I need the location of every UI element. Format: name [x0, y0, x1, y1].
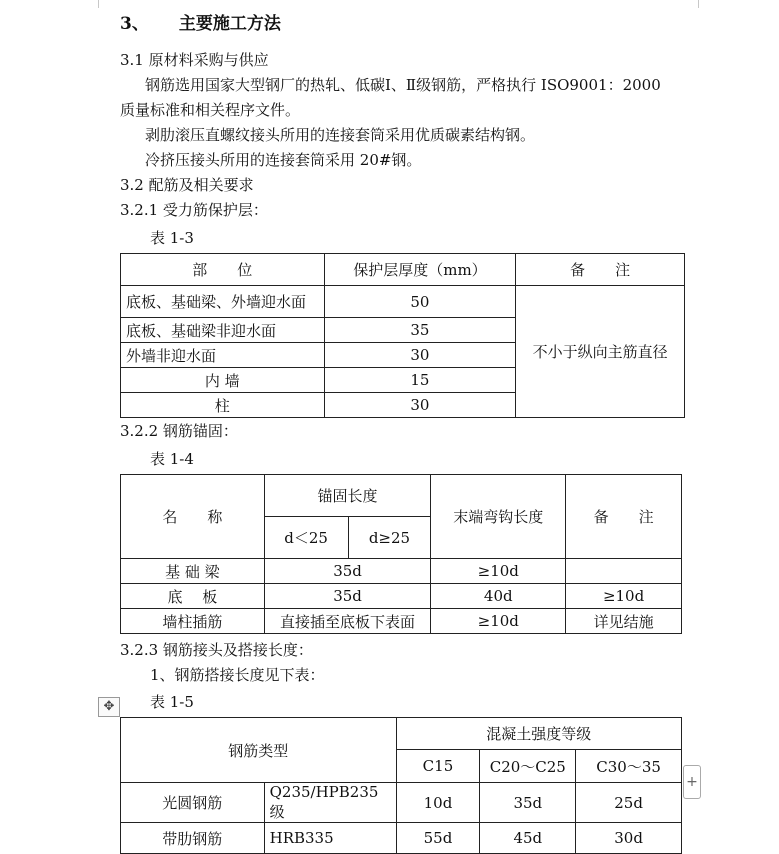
- table-cell: 底板、基础梁非迎水面: [121, 318, 325, 343]
- table-cell: 带肋钢筋: [121, 823, 265, 854]
- paragraph: 冷挤压接头所用的连接套筒采用 20#钢。: [145, 151, 422, 169]
- table-cell: 墙柱插筋: [121, 609, 265, 634]
- table-caption: 表 1-4: [150, 450, 194, 468]
- table-header: C30～35: [576, 750, 682, 783]
- table-cell: HRB335: [264, 823, 396, 854]
- table-cell: 25d: [576, 783, 682, 823]
- table-header: C15: [396, 750, 480, 783]
- table-cell: Q235/HPB235 级: [264, 783, 396, 823]
- table-header: d≥25: [348, 517, 431, 559]
- table-cell: 内 墙: [121, 368, 325, 393]
- section-3-2-1-title: 3.2.1 受力筋保护层：: [120, 201, 268, 219]
- table-cell: 直接插至底板下表面: [264, 609, 431, 634]
- plus-icon[interactable]: +: [683, 765, 701, 799]
- table-cell: [566, 559, 682, 584]
- table-cell: 15: [324, 368, 516, 393]
- table-cell: 10d: [396, 783, 480, 823]
- table-header: 名 称: [121, 475, 265, 559]
- table-header: d＜25: [264, 517, 348, 559]
- table-cell: ≥10d: [566, 584, 682, 609]
- table-cell: 底板、基础梁、外墙迎水面: [121, 286, 325, 318]
- table-1-5: [120, 717, 682, 854]
- table-cell: 外墙非迎水面: [121, 343, 325, 368]
- table-caption: 表 1-3: [150, 229, 194, 247]
- table-header: 钢筋类型: [121, 718, 397, 783]
- section-heading: 3、 主要施工方法: [120, 14, 281, 34]
- section-3-2-3-title: 3.2.3 钢筋接头及搭接长度：: [120, 641, 313, 659]
- table-cell: 35: [324, 318, 516, 343]
- table-header: 锚固长度: [264, 475, 431, 517]
- table-cell: 45d: [480, 823, 576, 854]
- table-header: 末端弯钩长度: [431, 475, 566, 559]
- table-header: 混凝土强度等级: [396, 718, 681, 750]
- margin-mark: [98, 0, 99, 8]
- table-cell: 不小于纵向主筋直径: [516, 286, 685, 418]
- table-cell: 50: [324, 286, 516, 318]
- table-cell: 35d: [264, 559, 431, 584]
- table-header: 保护层厚度（mm）: [324, 254, 516, 286]
- paragraph: 钢筋选用国家大型钢厂的热轧、低碳Ⅰ、Ⅱ级钢筋，严格执行 ISO9001：2000: [145, 76, 661, 94]
- paragraph: 质量标准和相关程序文件。: [120, 101, 301, 119]
- table-cell: 光圆钢筋: [121, 783, 265, 823]
- table-cell: 55d: [396, 823, 480, 854]
- table-cell: 底 板: [121, 584, 265, 609]
- move-icon[interactable]: ✥: [98, 697, 120, 717]
- margin-mark: [698, 0, 699, 8]
- table-cell: ≥10d: [431, 559, 566, 584]
- table-header: 备 注: [566, 475, 682, 559]
- table-cell: 40d: [431, 584, 566, 609]
- table-1-3: [120, 253, 685, 418]
- table-cell: 基 础 梁: [121, 559, 265, 584]
- table-caption: 表 1-5: [150, 693, 194, 711]
- table-cell: 30d: [576, 823, 682, 854]
- table-cell: 柱: [121, 393, 325, 418]
- section-3-2-title: 3.2 配筋及相关要求: [120, 176, 254, 194]
- section-3-1-title: 3.1 原材料采购与供应: [120, 51, 269, 69]
- table-cell: 30: [324, 393, 516, 418]
- table-cell: ≥10d: [431, 609, 566, 634]
- section-3-2-2-title: 3.2.2 钢筋锚固：: [120, 422, 238, 440]
- table-cell: 30: [324, 343, 516, 368]
- table-cell: 35d: [264, 584, 431, 609]
- table-cell: 详见结施: [566, 609, 682, 634]
- paragraph: 剥肋滚压直螺纹接头所用的连接套筒采用优质碳素结构钢。: [145, 126, 536, 144]
- table-header: 备 注: [516, 254, 685, 286]
- table-cell: 35d: [480, 783, 576, 823]
- table-header: C20～C25: [480, 750, 576, 783]
- table-1-4: [120, 474, 682, 634]
- table-header: 部 位: [121, 254, 325, 286]
- list-item: 1、钢筋搭接长度见下表：: [150, 666, 325, 684]
